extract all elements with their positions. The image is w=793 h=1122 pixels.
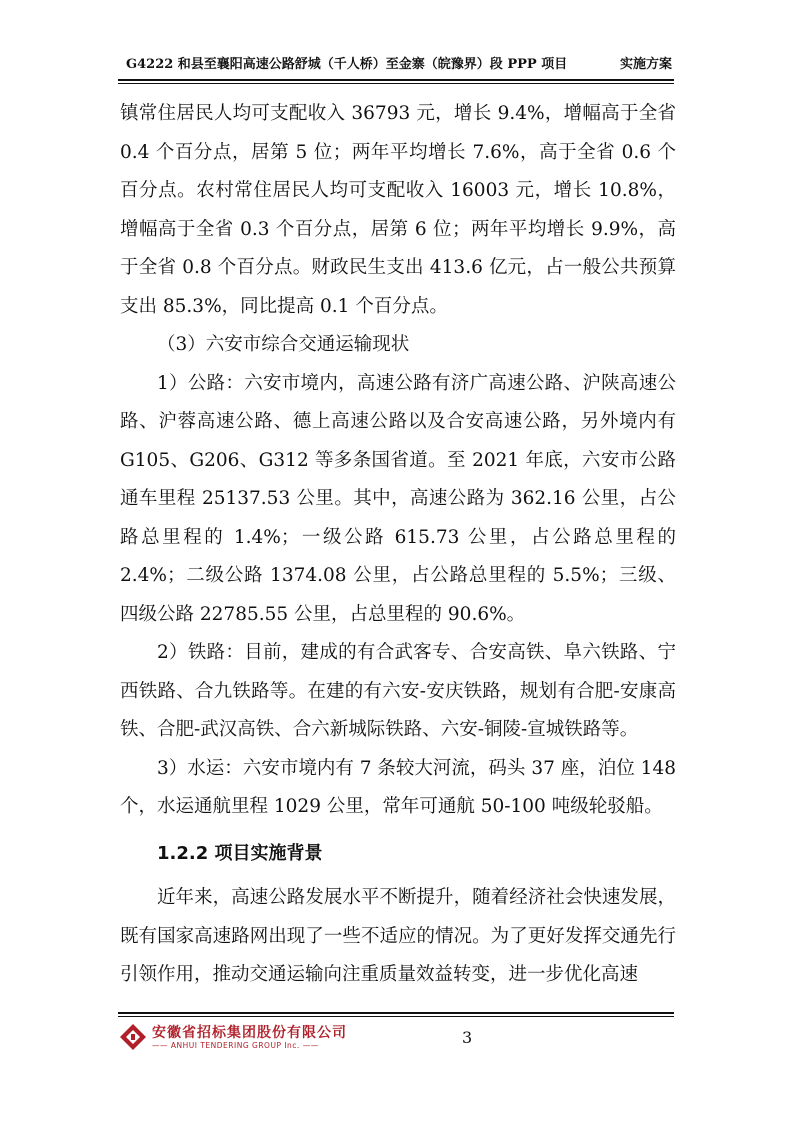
header-rule-thin [118, 83, 674, 84]
header-rule [118, 79, 674, 81]
footer-rule [118, 1012, 674, 1014]
page-header [118, 47, 674, 77]
section-heading-background: 1.2.2 项目实施背景 [157, 842, 323, 864]
paragraph-background: 近年来，高速公路发展水平不断提升，随着经济社会快速发展，既有国家高速路网出现了一些不适应的情况。为了更好发挥交通先行引领作用，推动交通运输向注重质量效益转变，进一步优化高速 [120, 887, 676, 985]
footer-rule-thin [118, 1016, 674, 1017]
logo-company-name: 安徽省招标集团股份有限公司 [152, 1025, 347, 1041]
subsection-heading-transport: （3）六安市综合交通运输现状 [157, 334, 410, 355]
company-logo [118, 1022, 347, 1056]
header-section: 实施方案 [619, 57, 672, 72]
logo-mark-icon [118, 1022, 148, 1052]
document-body [120, 95, 676, 995]
page-footer [118, 1012, 674, 1062]
paragraph-waterway: 3）水运：六安市境内有 7 条较大河流，码头 37 座，泊位 148 个，水运通航里程 1029 公里，常年可通航 50-100 吨级轮驳船。 [120, 757, 676, 817]
page-number: 3 [462, 1028, 473, 1047]
logo-company-name-en: —— ANHUI TENDERING GROUP Inc. —— [152, 1041, 319, 1050]
header-title: G4222 和县至襄阳高速公路舒城（千人桥）至金寨（皖豫界）段 PPP 项目 [126, 57, 568, 72]
paragraph-highway: 1）公路：六安市境内，高速公路有济广高速公路、沪陕高速公路、沪蓉高速公路、德上高速公路以及合安高速公路，另外境内有 G105、G206、G312 等多条国省道。至 2021 年底，六安市公路通车里程 25137.53 公里。其中，高速公路为 362.16 公里，占公路总里程的 1.4%；一级公路 615.73 公里，占公路总里程的 2.4%；二级公路 1374.08 公里，占公路总里程的 5.5%；三级、四级公路 22785.55 公里，占总里程的 90.6%。 [120, 372, 676, 625]
paragraph-railway: 2）铁路：目前，建成的有合武客专、合安高铁、阜六铁路、宁西铁路、合九铁路等。在建的有六安-安庆铁路，规划有合肥-安康高铁、合肥-武汉高铁、合六新城际铁路、六安-铜陵-宣城铁路等。 [120, 642, 676, 740]
paragraph-income: 镇常住居民人均可支配收入 36793 元，增长 9.4%，增幅高于全省 0.4 个百分点，居第 5 位；两年平均增长 7.6%，高于全省 0.6 个百分点。农村常住居民人均可支配收入 16003 元，增长 10.8%，增幅高于全省 0.3 个百分点，居第 6 位；两年平均增长 9.9%，高于全省 0.8 个百分点。财政民生支出 413.6 亿元，占一般公共预算支出 85.3%，同比提高 0.1 个百分点。 [120, 103, 676, 317]
